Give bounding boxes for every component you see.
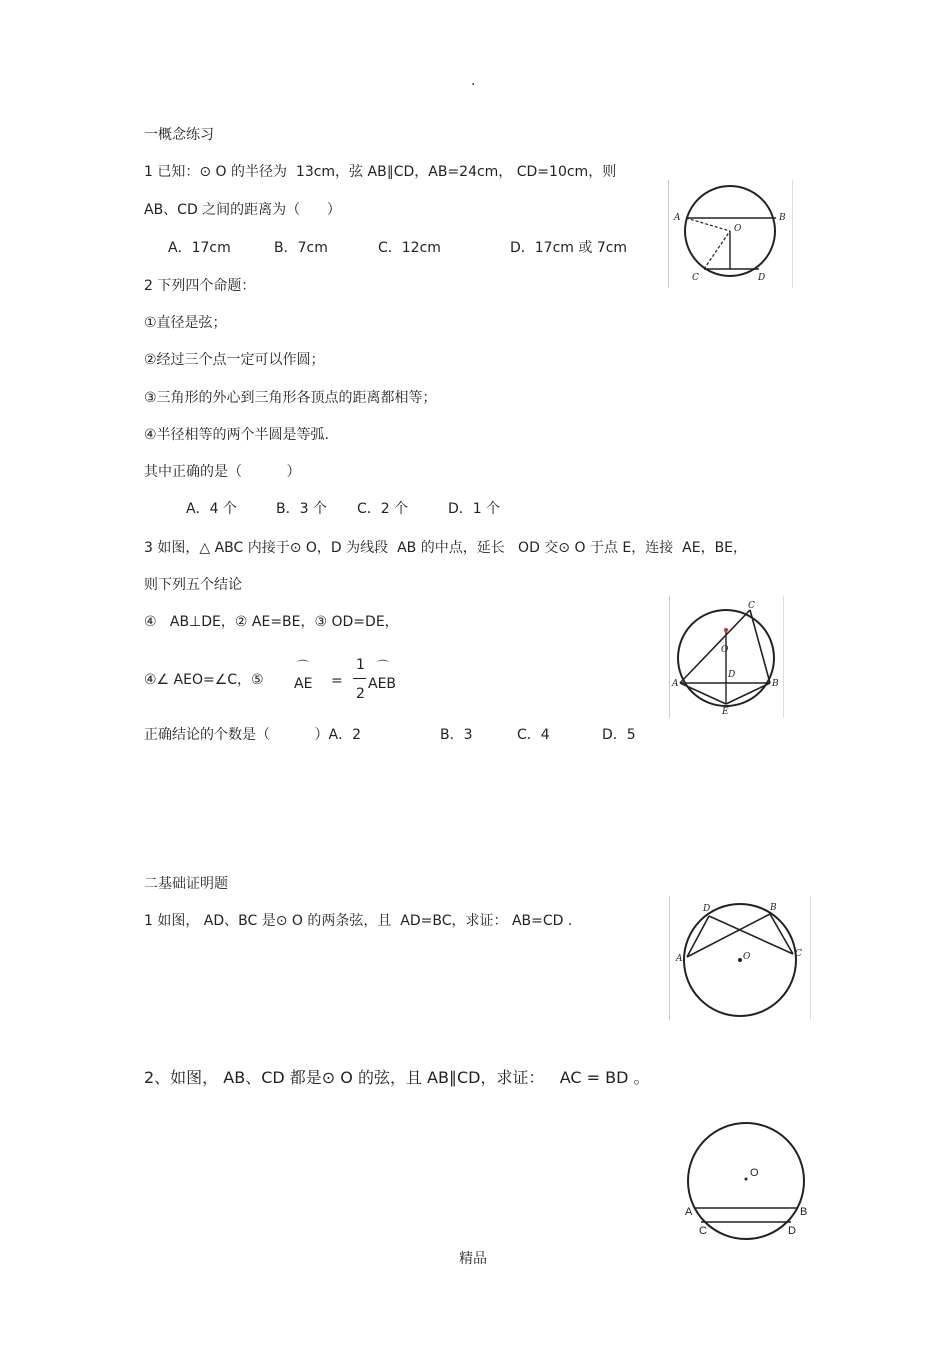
q1-label-b: B	[779, 213, 786, 223]
q3-option-d: D．5	[602, 727, 636, 743]
q1-circle-figure	[668, 180, 793, 288]
q3-label-b: B	[772, 679, 779, 689]
proof2-text: 2、如图， AB、CD 都是⊙ O 的弦，且 AB∥CD，求证： AC = BD 。	[144, 1068, 650, 1087]
q3-circle-figure	[669, 596, 784, 718]
q3-label-d: D	[728, 670, 736, 680]
q3-line2: 则下列五个结论	[144, 577, 242, 593]
q3-label-e: E	[722, 707, 729, 717]
q3-fraction-numerator: 1	[356, 657, 365, 673]
proof1-label-o: O	[743, 952, 751, 962]
q1-label-d: D	[758, 273, 766, 283]
q3-fraction-denominator: 2	[356, 686, 365, 702]
proof1-label-a: A	[676, 954, 683, 964]
proof2-circle-figure	[680, 1120, 815, 1242]
proof1-label-d: D	[703, 904, 711, 914]
q2-proposition-2: ②经过三个点一定可以作圆；	[144, 352, 325, 368]
proof1-text: 1 如图， AD、BC 是⊙ O 的两条弦，且 AD=BC，求证： AB=CD .	[144, 913, 573, 929]
q2-stem: 2 下列四个命题：	[144, 278, 256, 294]
q1-label-a: A	[674, 213, 681, 223]
q2-proposition-4: ④半径相等的两个半圆是等弧.	[144, 427, 330, 443]
proof1-label-b: B	[770, 903, 777, 913]
q3-equals: =	[331, 673, 343, 689]
q2-option-a: A．4 个	[186, 501, 237, 517]
q2-option-b: B．3 个	[276, 501, 327, 517]
proof2-label-a: A	[685, 1206, 693, 1218]
q1-option-b: B．7cm	[274, 240, 328, 256]
q3-option-b: B．3	[440, 727, 473, 743]
q2-option-c: C．2 个	[357, 501, 409, 517]
q1-option-c: C．12cm	[378, 240, 441, 256]
q3-line1: 3 如图，△ ABC 内接于⊙ O，D 为线段 AB 的中点，延长 OD 交⊙ O 于点 E，连接 AE，BE，	[144, 540, 748, 556]
q3-label-o: O	[721, 645, 729, 655]
section2-title: 二基础证明题	[144, 876, 228, 892]
section1-title: 一概念练习	[144, 127, 214, 143]
q3-label-c: C	[748, 601, 755, 611]
q3-arc-ae: AE	[294, 676, 313, 692]
proof2-label-o: O	[750, 1167, 759, 1179]
q1-label-o: O	[734, 224, 742, 234]
q1-option-a: A．17cm	[168, 240, 231, 256]
q3-option-c: C．4	[517, 727, 550, 743]
q1-label-c: C	[692, 273, 699, 283]
proof2-label-d: D	[788, 1225, 796, 1237]
q2-ask: 其中正确的是（ ）	[144, 464, 301, 480]
q3-ask-and-option-a: 正确结论的个数是（ ）A．2	[144, 727, 361, 743]
header-dot: .	[471, 73, 476, 89]
q2-option-d: D．1 个	[448, 501, 501, 517]
q3-arc-aeb: AEB	[368, 676, 397, 692]
q3-center-point	[724, 628, 728, 632]
q3-conclusions-1-3: ④ AB⊥DE，② AE=BE，③ OD=DE，	[144, 614, 399, 630]
footer-text: 精品	[459, 1251, 487, 1267]
proof1-circle-figure	[669, 896, 811, 1020]
q1-line1: 1 已知：⊙ O 的半径为 13cm，弦 AB∥CD，AB=24cm， CD=10cm，则	[144, 164, 617, 180]
proof2-label-b: B	[800, 1206, 808, 1218]
q3-fraction-bar	[353, 678, 366, 679]
q3-conclusions-4-5: ④∠ AEO=∠C，⑤	[144, 672, 264, 688]
q3-arc-mark-aeb: ⌒	[377, 659, 390, 673]
proof1-label-c: C	[795, 949, 802, 959]
q2-proposition-3: ③三角形的外心到三角形各顶点的距离都相等；	[144, 390, 437, 406]
q2-proposition-1: ①直径是弦；	[144, 315, 227, 331]
q3-arc-mark-ae: ⌒	[297, 659, 310, 673]
q1-option-d: D．17cm 或 7cm	[510, 240, 628, 256]
proof2-label-c: C	[699, 1225, 707, 1237]
q3-label-a: A	[672, 679, 679, 689]
q1-line2: AB、CD 之间的距离为（ ）	[144, 202, 341, 218]
